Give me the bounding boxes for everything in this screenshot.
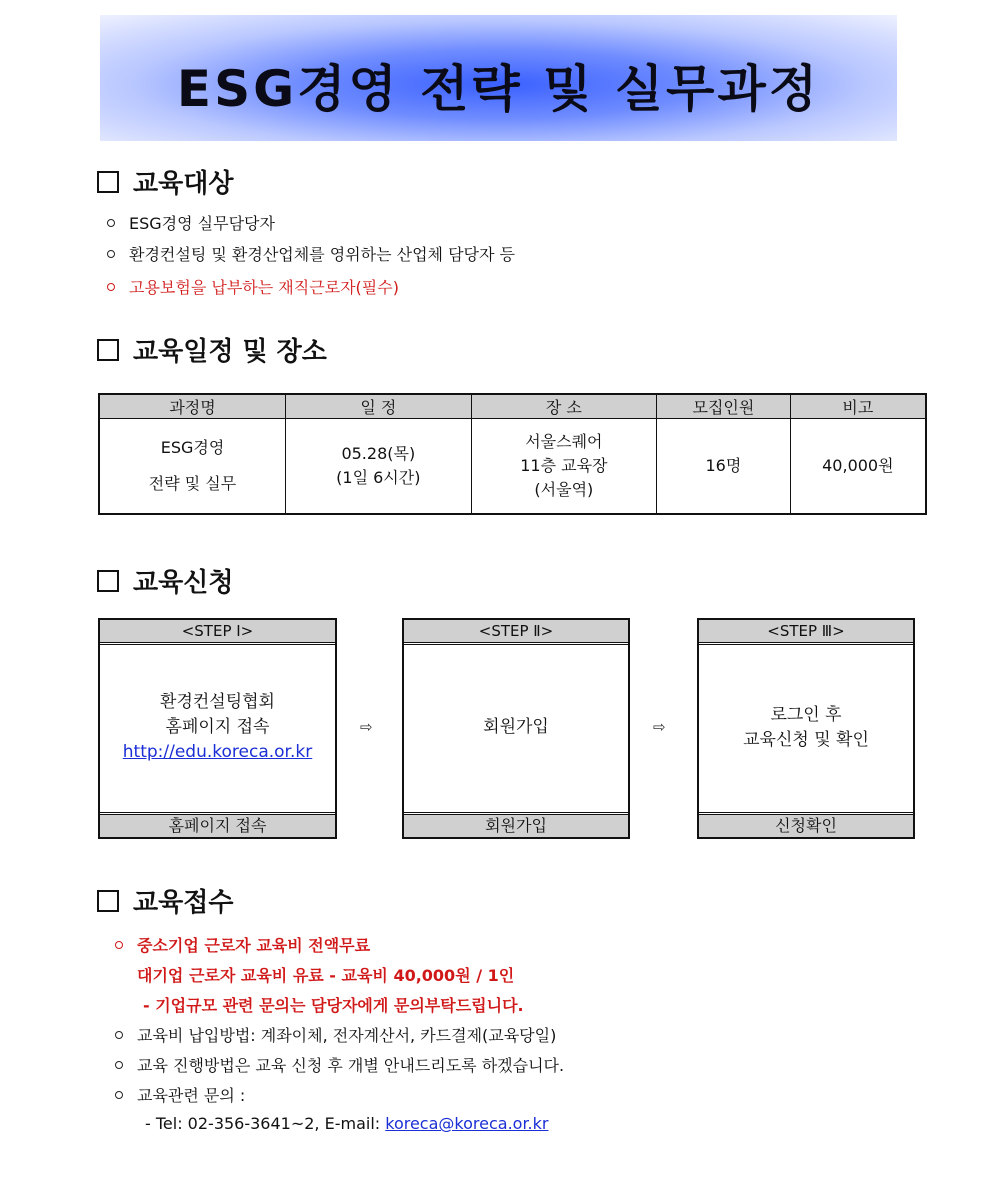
section-reception-heading: 교육접수 (97, 882, 233, 919)
fee-inquiry-note: - 기업규모 관련 문의는 담당자에게 문의부탁드립니다. (143, 996, 524, 1015)
step-2-box (402, 618, 630, 839)
square-icon (97, 171, 119, 193)
circle-bullet-icon (107, 250, 115, 258)
circle-bullet-icon (115, 1031, 123, 1039)
section-target-heading: 교육대상 (97, 163, 233, 200)
step-2-body: 회원가입 (483, 717, 549, 737)
date-cell: 05.28(목) (1일 6시간) (286, 419, 472, 515)
step-1-body: 환경컨설팅협회 홈페이지 접속 http://edu.koreca.or.kr (122, 692, 313, 762)
circle-bullet-icon (107, 283, 115, 291)
contact-line: - Tel: 02-356-3641~2, E-mail: koreca@koreca.or.kr (145, 1114, 549, 1133)
target-item-required: 고용보험을 납부하는 재직근로자(필수) (107, 275, 399, 298)
target-item: 환경컨설팅 및 환경산업체를 영위하는 산업체 담당자 등 (107, 242, 515, 265)
koreca-edu-link[interactable]: http://edu.koreca.or.kr (122, 742, 313, 762)
circle-bullet-icon (115, 1091, 123, 1099)
step-3-box (697, 618, 915, 839)
fee-large-company: 대기업 근로자 교육비 유료 - 교육비 40,000원 / 1인 (137, 966, 515, 985)
section-schedule-heading: 교육일정 및 장소 (97, 331, 327, 368)
step-1-header: <STEP Ⅰ> (100, 620, 335, 643)
step-1-footer: 홈페이지 접속 (100, 814, 335, 837)
payment-method: 교육비 납입방법: 계좌이체, 전자계산서, 카드결제(교육당일) (115, 1023, 556, 1046)
section-apply-heading: 교육신청 (97, 562, 233, 599)
square-icon (97, 890, 119, 912)
place-cell: 서울스퀘어 11층 교육장 (서울역) (471, 419, 656, 515)
step-3-footer: 신청확인 (699, 814, 913, 837)
email-link[interactable]: koreca@koreca.or.kr (385, 1114, 549, 1133)
step-3-body: 로그인 후 교육신청 및 확인 (743, 705, 869, 750)
title-banner (100, 15, 897, 141)
inquiry-label: 교육관련 문의 : (115, 1083, 245, 1106)
column-header: 비고 (790, 394, 926, 419)
circle-bullet-icon (115, 1061, 123, 1069)
square-icon (97, 570, 119, 592)
step-1-box (98, 618, 337, 839)
arrow-right-icon: ⇨ (653, 718, 666, 736)
circle-bullet-icon (115, 941, 123, 949)
column-header: 일 정 (286, 394, 472, 419)
column-header: 과정명 (99, 394, 286, 419)
table-header-row (99, 394, 926, 419)
page-title: ESG경영 전략 및 실무과정 (176, 60, 821, 118)
course-name-cell: ESG경영 전략 및 실무 (99, 419, 286, 515)
target-item: ESG경영 실무담당자 (107, 211, 275, 234)
circle-bullet-icon (107, 219, 115, 227)
square-icon (97, 339, 119, 361)
step-2-header: <STEP Ⅱ> (404, 620, 628, 643)
schedule-table (98, 393, 927, 515)
column-header: 장 소 (471, 394, 656, 419)
capacity-cell: 16명 (657, 419, 791, 515)
arrow-right-icon: ⇨ (360, 718, 373, 736)
fee-sme: 중소기업 근로자 교육비 전액무료 (115, 933, 370, 956)
step-2-footer: 회원가입 (404, 814, 628, 837)
table-row (99, 419, 926, 515)
column-header: 모집인원 (657, 394, 791, 419)
progress-method: 교육 진행방법은 교육 신청 후 개별 안내드리도록 하겠습니다. (115, 1053, 564, 1076)
step-3-header: <STEP Ⅲ> (699, 620, 913, 643)
note-cell: 40,000원 (790, 419, 926, 515)
